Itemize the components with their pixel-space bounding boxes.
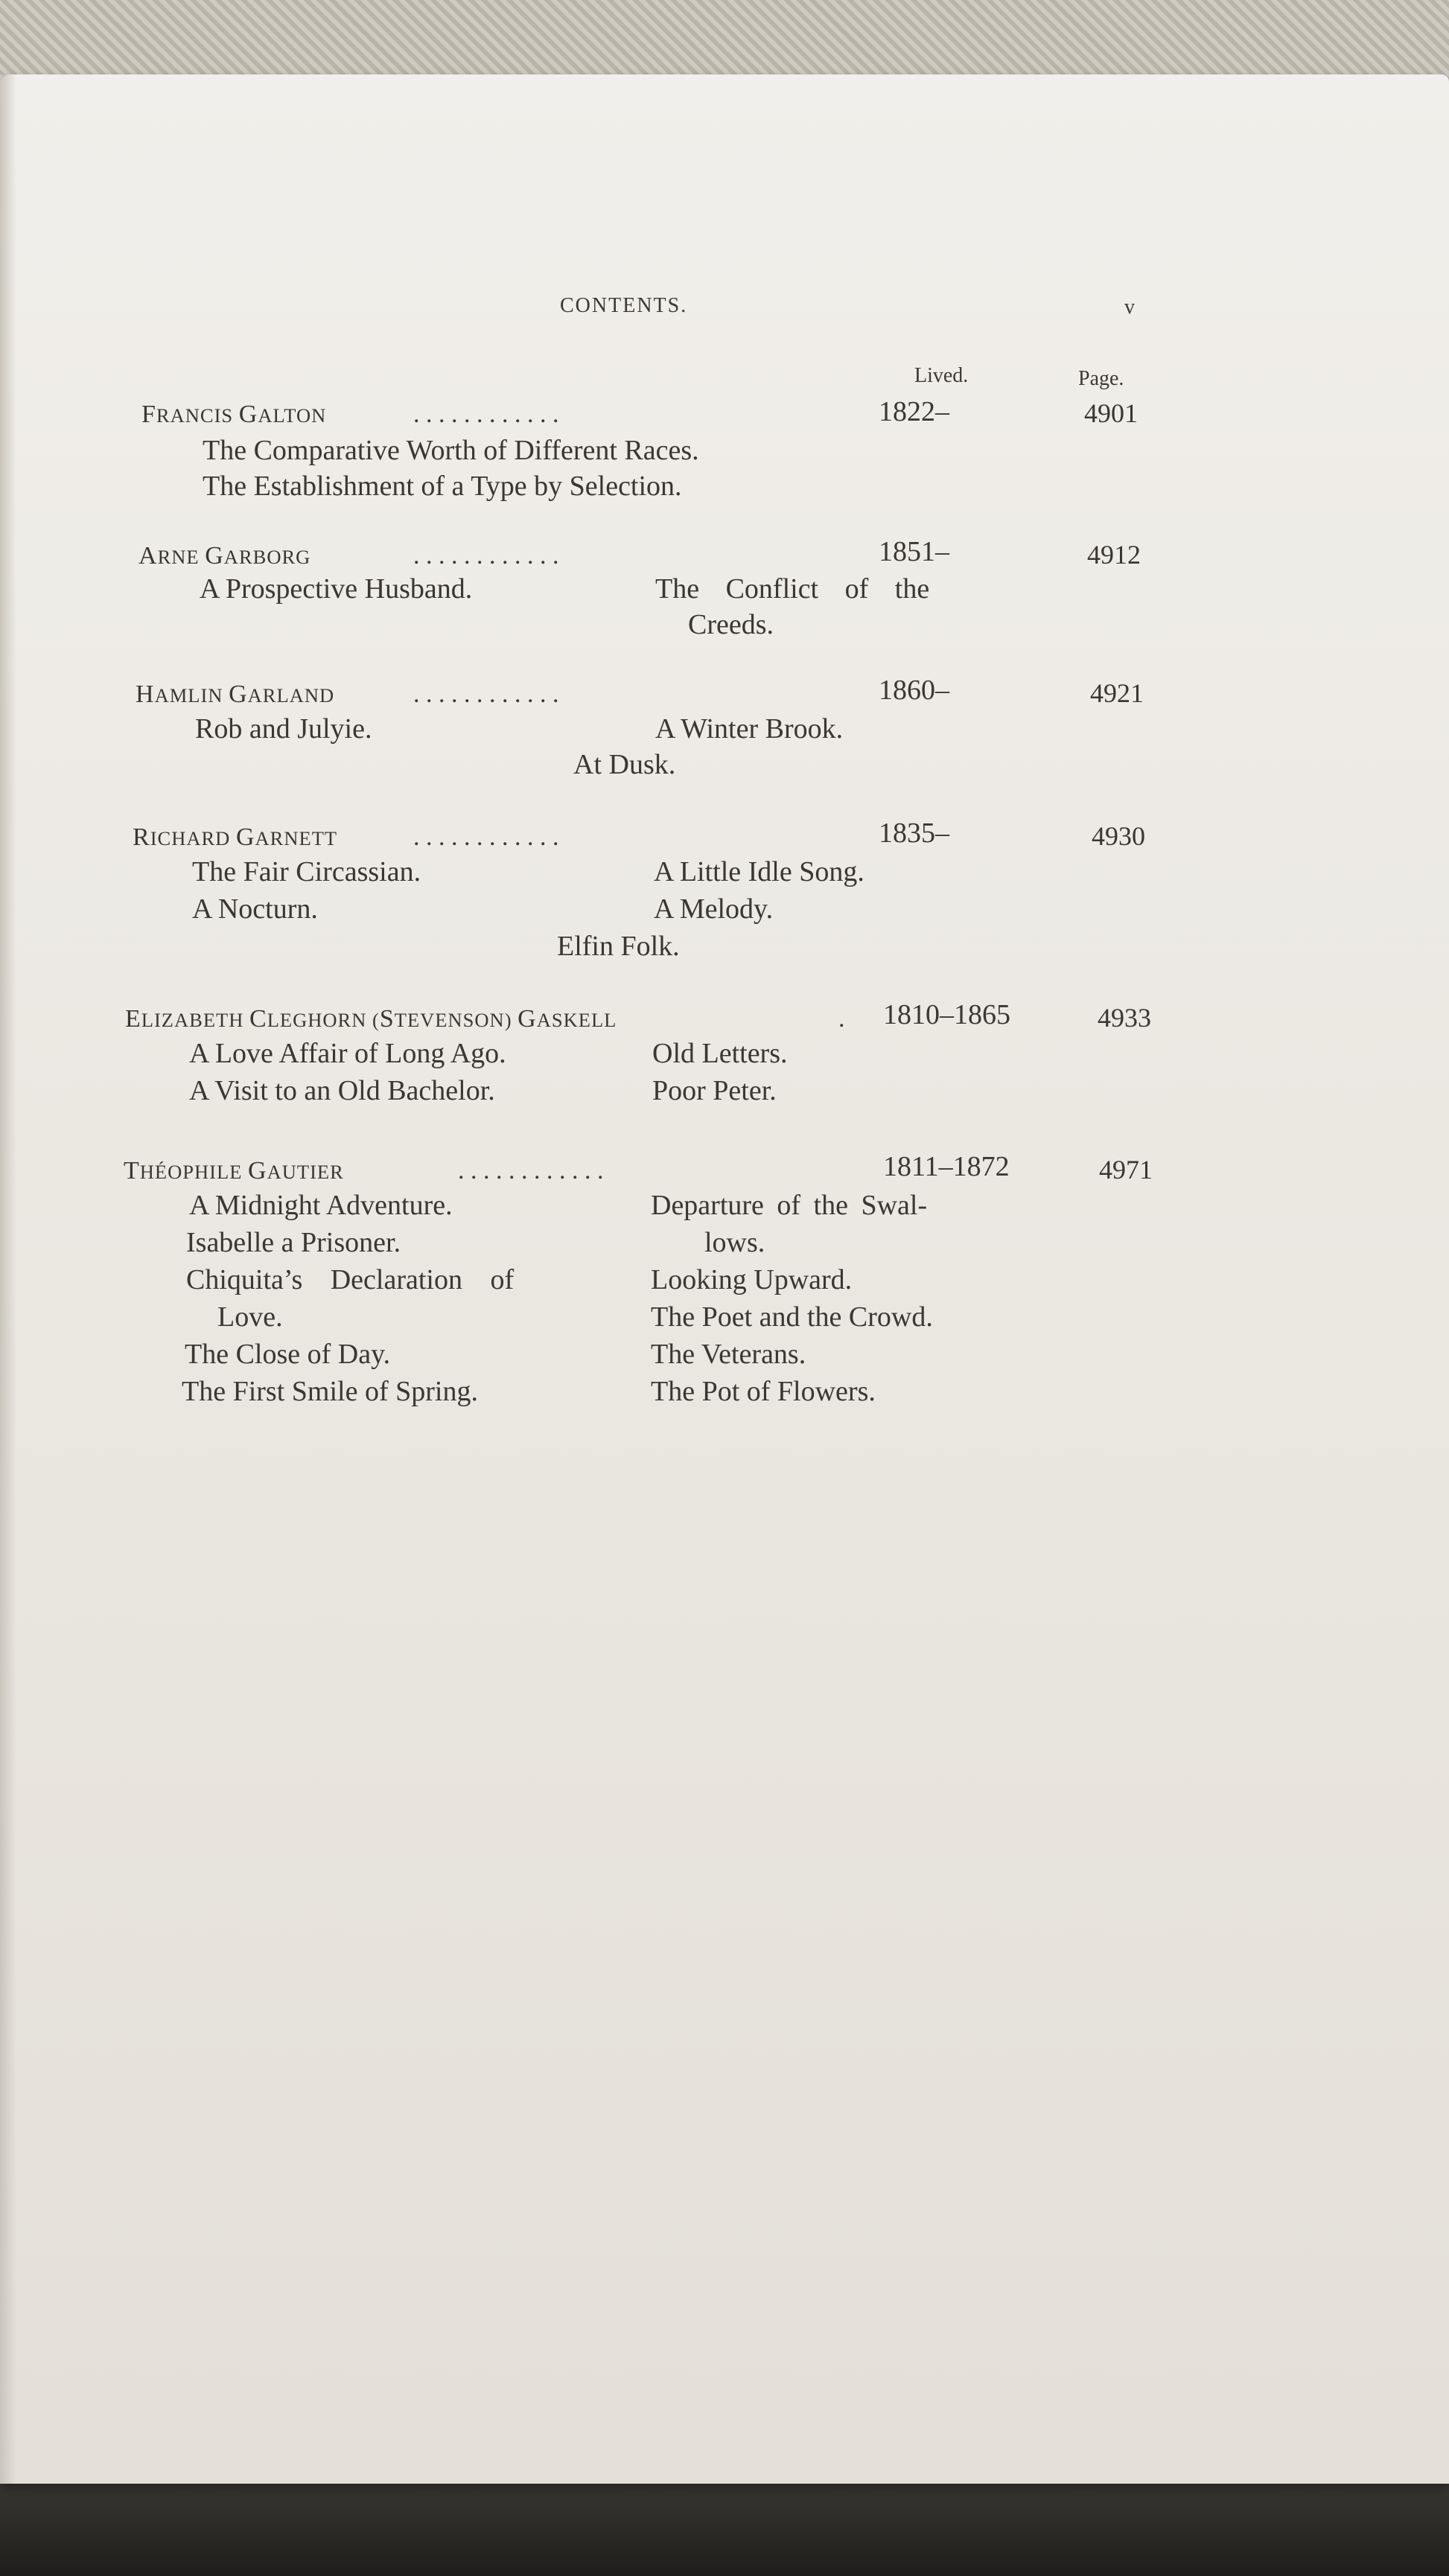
leader-dots: . [838,1005,845,1033]
page-title: CONTENTS. [560,294,688,317]
entry-author: HAMLIN GARLAND [136,680,335,708]
work-title: Poor Peter. [652,1075,777,1106]
entry-author: FRANCIS GALTON [141,401,327,428]
work-title: Chiquita’s Declaration of [186,1264,515,1295]
entry-lived: 1822– [879,396,949,427]
entry-lived: 1835– [879,817,949,849]
work-title: Rob and Julyie. [195,713,372,745]
entry-page: 4901 [1084,398,1138,428]
book-page [0,74,1449,2484]
entry-page: 4912 [1087,540,1141,570]
page-numeral: v [1124,296,1136,319]
work-title: A Prospective Husband. [200,573,473,605]
work-title: The Fair Circassian. [192,856,421,887]
work-title: A Midnight Adventure. [189,1190,453,1221]
work-title: The Pot of Flowers. [651,1376,876,1407]
entry-page: 4921 [1090,678,1144,708]
leader-dots: . . . . . . . . . . . . [413,542,559,570]
entry-lived: 1811–1872 [883,1151,1010,1182]
work-title: Elfin Folk. [557,931,680,962]
work-title: At Dusk. [573,749,676,780]
entry-lived: 1810–1865 [883,999,1010,1030]
leader-dots: . . . . . . . . . . . . [413,823,559,851]
entry-page: 4930 [1092,821,1145,851]
work-title: The Conflict of the [655,573,930,605]
column-header-lived: Lived. [914,364,969,387]
entry-lived: 1860– [879,675,949,706]
work-title: lows. [704,1227,765,1258]
work-title: Departure of the Swal- [651,1190,928,1221]
work-title: The Poet and the Crowd. [651,1301,933,1333]
work-title: Love. [217,1301,283,1333]
work-title: The Veterans. [651,1339,806,1370]
entry-author: THÉOPHILE GAUTIER [124,1157,344,1185]
work-title: The Close of Day. [185,1339,391,1370]
work-title: Isabelle a Prisoner. [186,1227,401,1258]
entry-author: ELIZABETH CLEGHORN (STEVENSON) GASKELL [125,1005,617,1033]
leader-dots: . . . . . . . . . . . . [458,1157,604,1185]
work-title: A Visit to an Old Bachelor. [189,1075,495,1106]
work-title: Old Letters. [652,1038,788,1069]
leader-dots: . . . . . . . . . . . . [413,401,559,428]
work-title: The Establishment of a Type by Selection. [203,471,682,502]
column-header-page: Page. [1078,367,1124,390]
work-title: A Nocturn. [192,893,318,925]
entry-lived: 1851– [879,536,949,567]
work-title: The First Smile of Spring. [182,1376,478,1407]
entry-author: RICHARD GARNETT [133,823,338,851]
work-title: The Comparative Worth of Different Races. [203,435,699,466]
background-floor [0,2472,1449,2576]
work-title: Looking Upward. [651,1264,853,1295]
work-title: A Love Affair of Long Ago. [189,1038,506,1069]
work-title: Creeds. [688,609,774,640]
leader-dots: . . . . . . . . . . . . [413,680,559,708]
entry-page: 4933 [1098,1003,1151,1033]
background-carpet [0,0,1449,82]
work-title: A Little Idle Song. [654,856,864,887]
entry-author: ARNE GARBORG [138,542,311,570]
work-title: A Melody. [654,893,774,925]
entry-page: 4971 [1099,1155,1153,1185]
work-title: A Winter Brook. [655,713,844,745]
